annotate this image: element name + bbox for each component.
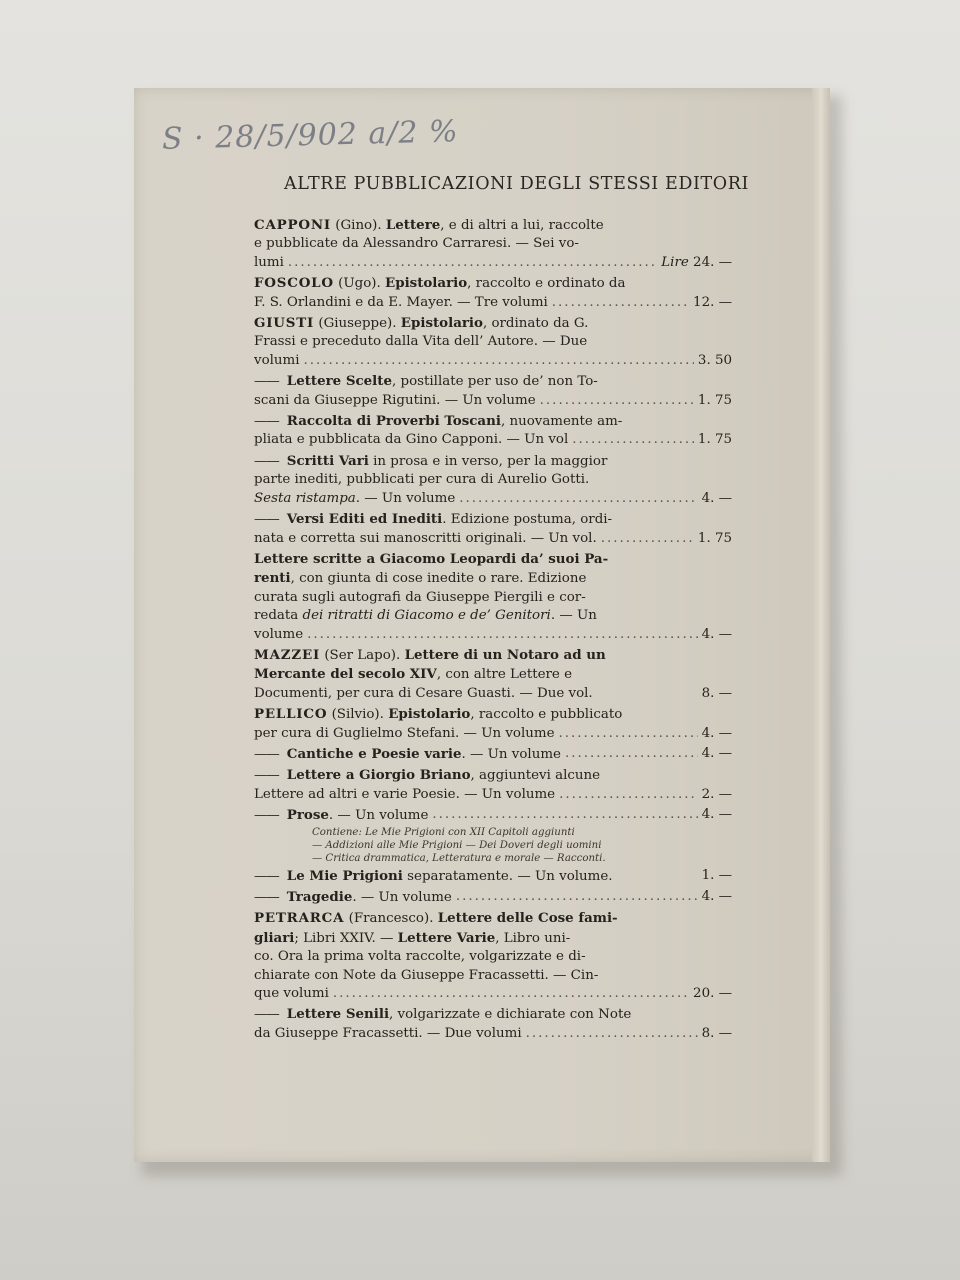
ditto-dash: —— — [254, 512, 279, 528]
catalog-heading: ALTRE PUBBLICAZIONI DEGLI STESSI EDITORI — [284, 174, 750, 194]
entry-text: , aggiuntevi alcune — [470, 768, 601, 784]
catalog-entry-proverbi — [254, 412, 732, 450]
entry-text: da Giuseppe Fracassetti. — Due volumi — [254, 1025, 522, 1041]
ditto-dash: —— — [254, 1007, 279, 1023]
entry-title: Lettere Senili — [286, 1006, 390, 1023]
entry-title: Lettere delle Cose fami- — [437, 910, 618, 927]
ditto-dash: —— — [254, 868, 279, 884]
handwritten-note: S · 28/5/902 a/2 % — [161, 114, 459, 157]
entry-price: 4. — — [701, 626, 732, 642]
entry-author: GIUSTI — [254, 315, 315, 332]
catalog-entry-mie-prigioni — [254, 867, 732, 886]
entry-text: , con altre Lettere e — [436, 667, 573, 683]
publication-catalog — [254, 216, 732, 1045]
ditto-dash: —— — [254, 768, 279, 784]
leader-dots — [601, 530, 694, 548]
entry-text: , postillate per uso de’ non To- — [391, 374, 598, 390]
entry-title: gliari — [254, 929, 295, 946]
entry-price: 4. — — [701, 889, 732, 904]
catalog-entry-mazzei — [254, 646, 732, 703]
ditto-dash: —— — [254, 414, 279, 430]
entry-price: 24. — — [693, 254, 732, 270]
leader-dots — [459, 490, 697, 508]
entry-title: Mercante del secolo XIV — [254, 666, 437, 683]
entry-price: 1. 75 — [697, 432, 732, 448]
entry-text: . Edizione postuma, ordi- — [442, 512, 613, 528]
ditto-dash: —— — [254, 890, 279, 905]
leader-dots — [432, 806, 697, 825]
entry-price: 3. 50 — [697, 352, 732, 368]
entry-text: pliata e pubblicata da Gino Capponi. — Un vol — [254, 432, 569, 448]
entry-text: , e di altri a lui, raccolte — [440, 218, 604, 233]
entry-author: MAZZEI — [254, 646, 321, 663]
entry-title: Lettere scritte a Giacomo Leopardi da’ suoi Pa- — [254, 550, 609, 567]
entry-text: , nuovamente am- — [500, 414, 623, 430]
leader-dots — [565, 745, 698, 764]
entry-text: . — Un volume — [355, 490, 456, 506]
ditto-dash: —— — [254, 453, 279, 469]
entry-text: volumi — [254, 352, 300, 368]
entry-title: Lettere — [385, 217, 441, 233]
ditto-dash: —— — [254, 746, 279, 762]
catalog-entry-giusti — [254, 314, 732, 370]
catalog-entry-scritti-vari — [254, 452, 732, 508]
catalog-entry-petrarca — [254, 909, 732, 1003]
entry-price: 20. — — [693, 986, 732, 1002]
entry-price: 4. — — [701, 745, 732, 761]
entry-text: per cura di Guglielmo Stefani. — Un volume — [254, 725, 555, 741]
entry-title: Tragedie — [286, 889, 353, 905]
leader-dots — [526, 1025, 698, 1043]
entry-text: chiarate con Note da Giuseppe Fracassetti. — Cin- — [254, 967, 599, 983]
entry-author: FOSCOLO — [254, 275, 334, 292]
catalog-entry-capponi — [254, 216, 732, 272]
entry-text: , con giunta di cose inedite o rare. Edizione — [290, 571, 587, 587]
entry-title: Prose — [286, 807, 329, 824]
entry-text: redata — [254, 608, 303, 624]
catalog-entry-briano — [254, 766, 732, 804]
entry-text: curata sugli autografi da Giuseppe Piergili e cor- — [254, 589, 586, 605]
ditto-dash: —— — [254, 808, 279, 824]
entry-italic-text: Sesta ristampa — [254, 490, 356, 506]
leader-dots — [288, 254, 657, 272]
entry-qualifier: (Giuseppe). — [318, 316, 397, 332]
entry-text: parte inediti, pubblicati per cura di Aurelio Gotti. — [254, 472, 590, 488]
book-back-cover — [134, 88, 830, 1162]
entry-text: , raccolto e ordinato da — [467, 276, 626, 292]
entry-text: Frassi e preceduto dalla Vita dell’ Autore. — Due — [254, 334, 588, 350]
entry-text: , ordinato da G. — [482, 316, 589, 332]
leader-dots — [572, 431, 694, 449]
entry-qualifier: (Ser Lapo). — [324, 647, 401, 663]
entry-text: , raccolto e pubblicato — [470, 707, 623, 723]
entry-text: , Libro uni- — [495, 930, 571, 946]
entry-qualifier: (Francesco). — [348, 911, 434, 927]
entry-title: Lettere a Giorgio Briano — [286, 767, 471, 784]
leader-dots — [307, 626, 697, 644]
leader-dots — [559, 725, 698, 743]
catalog-entry-lettere-senili — [254, 1005, 732, 1043]
leader-dots — [333, 985, 689, 1003]
entry-qualifier: (Ugo). — [338, 276, 381, 292]
contents-line: — Addizioni alle Mie Prigioni — Dei Doveri degli uomini — [312, 839, 602, 851]
entry-title: Le Mie Prigioni — [286, 867, 403, 884]
entry-text: F. S. Orlandini e da E. Mayer. — Tre volumi — [254, 294, 548, 310]
entry-author: PETRARCA — [254, 910, 345, 927]
ditto-dash: —— — [254, 374, 279, 390]
entry-title: Versi Editi ed Inediti — [286, 511, 443, 528]
entry-text: volume — [254, 626, 304, 642]
page-edges — [812, 88, 830, 1162]
entry-title: Lettere Varie — [397, 929, 496, 946]
entry-author: CAPPONI — [254, 217, 331, 233]
entry-title: Epistolario — [385, 275, 468, 292]
entry-price: 12. — — [693, 294, 732, 310]
leader-dots — [540, 392, 694, 410]
entry-text: . — Un volume — [461, 746, 561, 762]
entry-price: 4. — — [701, 807, 732, 823]
prose-contents-note — [254, 826, 732, 865]
contents-line: Contiene: Le Mie Prigioni con XII Capitoli aggiunti — [312, 826, 575, 838]
entry-text: , volgarizzate e dichiarate con Note — [389, 1007, 632, 1023]
entry-title: Lettere Scelte — [286, 373, 392, 390]
entry-text: . — Un volume — [328, 808, 429, 824]
entry-text: Lettere ad altri e varie Poesie. — Un volume — [254, 786, 556, 802]
catalog-entry-prose — [254, 806, 732, 864]
leader-dots — [552, 294, 689, 312]
catalog-entry-versi-editi — [254, 510, 732, 548]
entry-text: que volumi — [254, 986, 329, 1002]
entry-title: Raccolta di Proverbi Toscani — [286, 413, 501, 430]
entry-price: 4. — — [701, 490, 732, 506]
entry-text: lumi — [254, 254, 284, 270]
entry-price: 4. — — [701, 725, 732, 741]
entry-text: separatamente. — Un volume. — [402, 868, 613, 884]
entry-author: PELLICO — [254, 706, 328, 723]
entry-text: in prosa e in verso, per la maggior — [368, 453, 608, 469]
entry-title: Epistolario — [388, 706, 471, 723]
catalog-entry-pellico — [254, 705, 732, 743]
leader-dots — [456, 888, 698, 907]
entry-text: . — Un — [550, 608, 597, 624]
catalog-entry-foscolo — [254, 274, 732, 312]
entry-qualifier: (Silvio). — [331, 707, 384, 723]
entry-title: Epistolario — [400, 315, 483, 332]
catalog-entry-tragedie — [254, 888, 732, 907]
entry-price: 1. — — [701, 867, 732, 883]
entry-title: Scritti Vari — [286, 452, 369, 469]
entry-italic-text: dei ritratti di Giacomo e de’ Genitori — [302, 608, 551, 624]
leader-dots — [559, 786, 697, 804]
entry-title: Cantiche e Poesie varie — [286, 745, 462, 762]
entry-text: co. Ora la prima volta raccolte, volgarizzate e di- — [254, 949, 586, 965]
entry-qualifier: (Gino). — [335, 218, 382, 233]
catalog-entry-leopardi — [254, 550, 732, 644]
price-label: Lire — [661, 254, 689, 270]
catalog-entry-lettere-scelte — [254, 372, 732, 410]
entry-title: renti — [254, 570, 291, 587]
catalog-entry-cantiche — [254, 745, 732, 764]
entry-text: nata e corretta sui manoscritti originali. — Un vol. — [254, 530, 597, 546]
entry-price: 8. — — [701, 685, 732, 701]
contents-line: — Critica drammatica, Letteratura e morale — Racconti. — [312, 852, 606, 864]
entry-text: Documenti, per cura di Cesare Guasti. — Due vol. — [254, 685, 593, 701]
entry-price: 8. — — [701, 1025, 732, 1041]
entry-price: 1. 75 — [697, 392, 732, 408]
leader-dots — [304, 352, 694, 370]
entry-text: e pubblicate da Alessandro Carraresi. — Sei vo- — [254, 236, 579, 252]
entry-text: ; Libri XXIV. — — [294, 930, 398, 946]
entry-text: scani da Giuseppe Rigutini. — Un volume — [254, 392, 536, 408]
entry-price: 2. — — [701, 786, 732, 802]
entry-price: 1. 75 — [697, 530, 732, 546]
entry-text: . — Un volume — [352, 890, 452, 905]
entry-title: Lettere di un Notaro ad un — [404, 646, 606, 663]
